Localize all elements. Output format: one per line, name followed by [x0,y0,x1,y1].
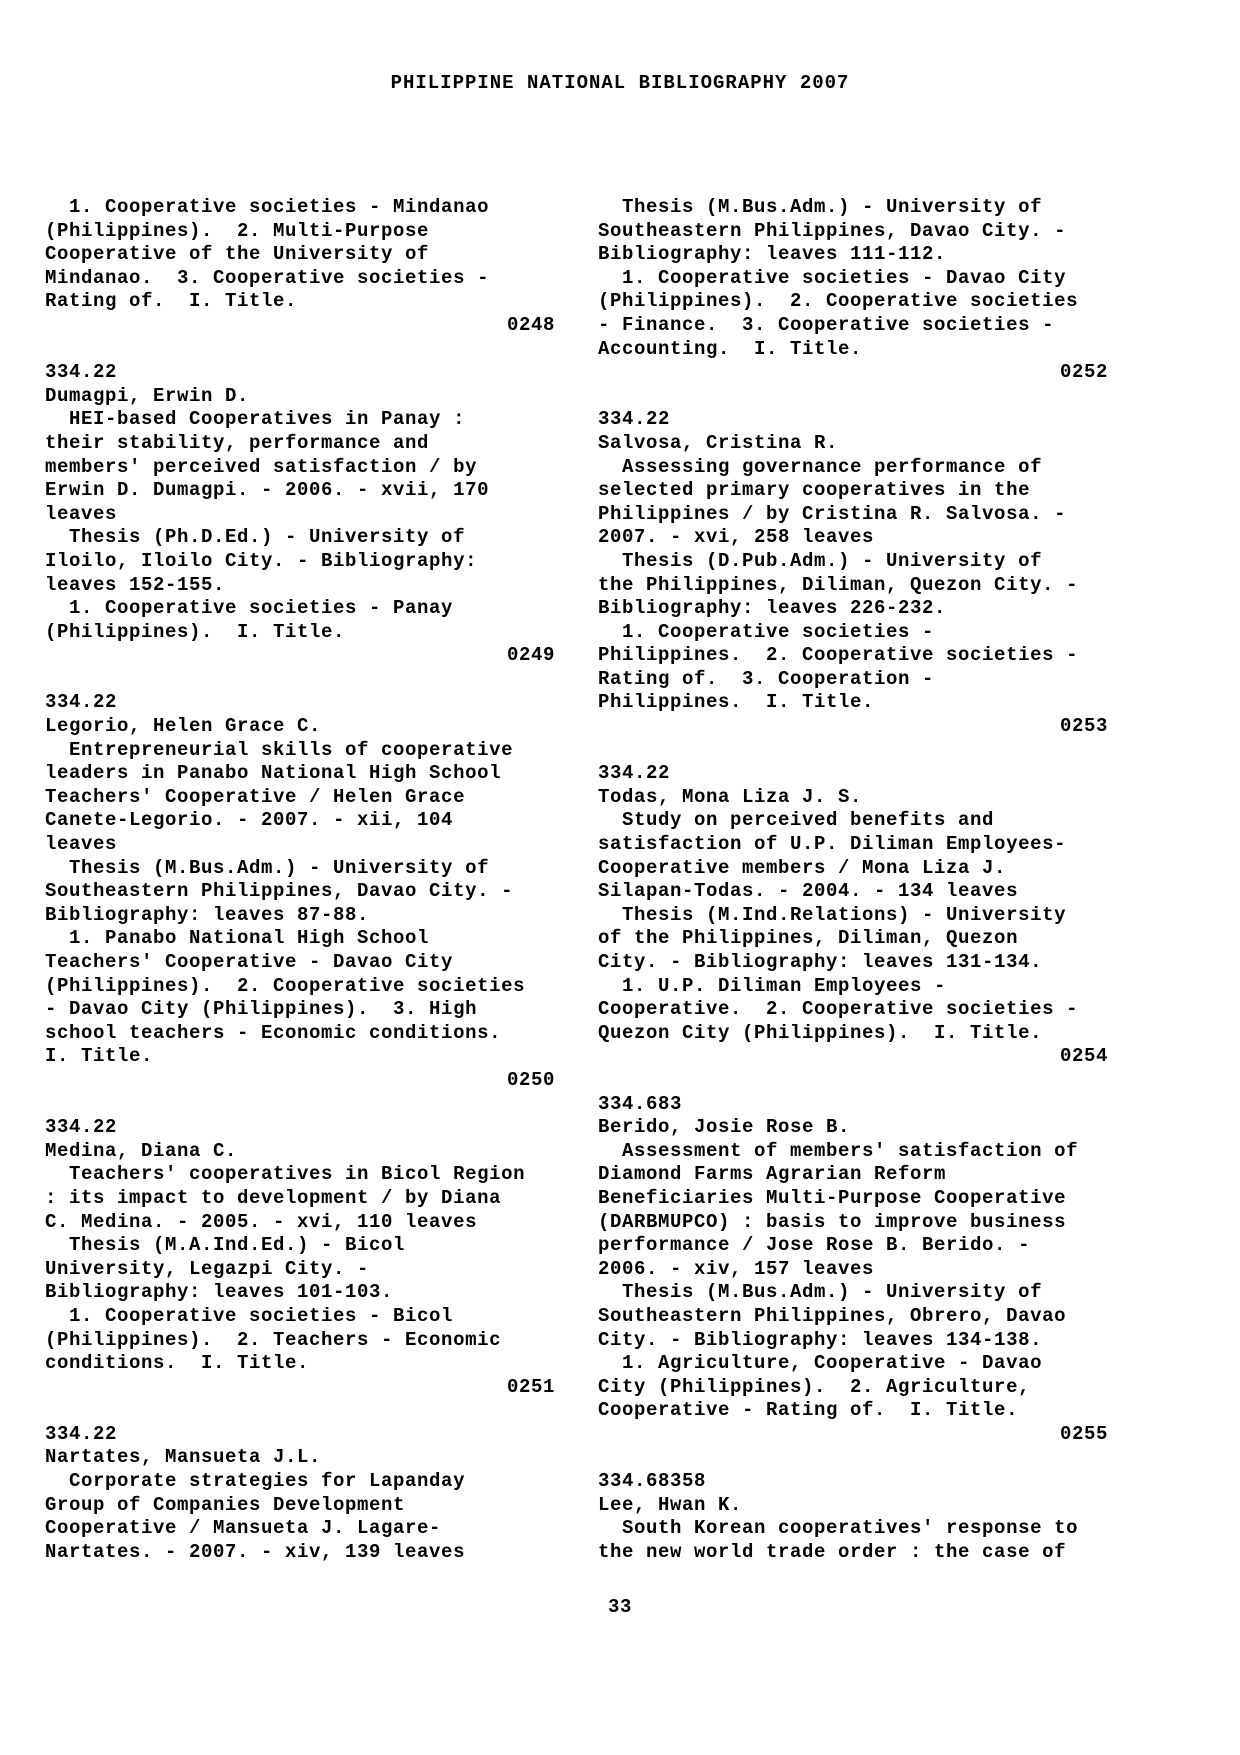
entry-line: Berido, Josie Rose B. [598,1116,851,1139]
right-column [598,196,1108,1564]
entry-line: members' perceived satisfaction / by [45,455,478,478]
entry-line: Silapan-Todas. - 2004. - 134 leaves [598,880,1019,903]
bibliography-entry [598,196,1108,408]
entry-line: Thesis (Ph.D.Ed.) - University of [45,526,466,549]
entry-number: 0249 [506,644,555,667]
entry-line: Iloilo, Iloilo City. - Bibliography: [45,549,478,572]
entry-line: Todas, Mona Liza J. S. [598,785,863,808]
entry-line: 334.22 [45,361,118,384]
entry-number: 0250 [506,1068,555,1091]
entry-line: 334.22 [45,1116,118,1139]
left-column [45,196,555,1564]
entry-line: Cooperative. 2. Cooperative societies - [598,998,1079,1021]
entry-line: Bibliography: leaves 101-103. [45,1281,394,1304]
entry-line: Thesis (M.Bus.Adm.) - University of [598,1281,1043,1304]
entry-line: Cooperative - Rating of. I. Title. [598,1399,1019,1422]
entry-line: Dumagpi, Erwin D. [45,384,250,407]
entry-line: the new world trade order : the case of [598,1540,1067,1563]
entry-line: 2007. - xvi, 258 leaves [598,526,875,549]
entry-line: Rating of. 3. Cooperation - [598,667,935,690]
entry-line: of the Philippines, Diliman, Quezon [598,927,1019,950]
entry-line: 1. Cooperative societies - Davao City [598,266,1067,289]
entry-line: Cooperative / Mansueta J. Lagare- [45,1517,442,1540]
entry-line: (Philippines). I. Title. [45,620,346,643]
entry-line: Philippines. I. Title. [598,691,875,714]
entry-line: Entrepreneurial skills of cooperative [45,738,514,761]
entry-line: Thesis (M.Bus.Adm.) - University of [598,196,1043,218]
entry-line: 1. U.P. Diliman Employees - [598,974,947,997]
bibliography-entry [598,762,1108,1092]
entry-line: - Davao City (Philippines). 3. High [45,998,478,1021]
bibliography-entry [45,691,555,1116]
entry-line: Lee, Hwan K. [598,1493,743,1516]
entry-line: conditions. I. Title. [45,1352,310,1375]
entry-line: Assessment of members' satisfaction of [598,1139,1079,1162]
entry-line: Teachers' cooperatives in Bicol Region [45,1163,526,1186]
entry-line: Cooperative members / Mona Liza J. [598,856,1007,879]
entry-line: Corporate strategies for Lapanday [45,1470,466,1493]
entry-line: Thesis (D.Pub.Adm.) - University of [598,549,1043,572]
entry-line: C. Medina. - 2005. - xvi, 110 leaves [45,1210,478,1233]
entry-line: their stability, performance and [45,431,430,454]
entry-line: 1. Cooperative societies - [598,620,935,643]
entry-line: Philippines. 2. Cooperative societies - [598,644,1079,667]
entry-line: leaves [45,833,118,856]
entry-line: (Philippines). 2. Cooperative societies [598,290,1079,313]
entry-line: 1. Cooperative societies - Panay [45,597,454,620]
entry-line: Legorio, Helen Grace C. [45,715,322,738]
entry-line: Assessing governance performance of [598,455,1043,478]
entry-number: 0255 [1059,1422,1108,1445]
entry-line: Teachers' Cooperative - Davao City [45,951,454,973]
entry-line: 334.22 [598,762,671,785]
page-header: PHILIPPINE NATIONAL BIBLIOGRAPHY 2007 [390,72,850,94]
entry-line: 334.683 [598,1092,683,1115]
entry-line: City. - Bibliography: leaves 131-134. [598,951,1043,973]
entry-line: Teachers' Cooperative / Helen Grace [45,785,466,808]
page-number: 33 [607,1596,632,1618]
entry-line: Diamond Farms Agrarian Reform [598,1163,947,1186]
entry-line: (Philippines). 2. Teachers - Economic [45,1328,502,1351]
entry-line: satisfaction of U.P. Diliman Employees- [598,833,1067,856]
entry-line: leaves 152-155. [45,573,226,596]
entry-line: Bibliography: leaves 87-88. [45,903,370,926]
entry-line: Thesis (M.A.Ind.Ed.) - Bicol [45,1234,406,1257]
entry-line: school teachers - Economic conditions. [45,1021,502,1044]
entry-line: Erwin D. Dumagpi. - 2006. - xvii, 170 [45,479,490,502]
entry-line: Study on perceived benefits and [598,809,995,832]
entry-line: Thesis (M.Ind.Relations) - University [598,903,1067,926]
entry-line: : its impact to development / by Diana [45,1186,502,1209]
entry-line: Nartates. - 2007. - xiv, 139 leaves [45,1540,466,1563]
entry-line: 2006. - xiv, 157 leaves [598,1257,875,1280]
entry-line: the Philippines, Diliman, Quezon City. - [598,573,1079,596]
entry-line: 334.22 [45,1422,118,1445]
entry-line: (DARBMUPCO) : basis to improve business [598,1210,1067,1233]
entry-line: Cooperative of the University of [45,243,430,266]
bibliography-entry [45,361,555,691]
entry-line: Rating of. I. Title. [45,290,298,313]
entry-line: leaves [45,502,118,525]
entry-line: South Korean cooperatives' response to [598,1517,1079,1540]
bibliography-entry [45,1423,555,1565]
entry-number: 0251 [506,1375,555,1398]
entry-line: HEI-based Cooperatives in Panay : [45,408,466,431]
entry-line: performance / Jose Rose B. Berido. - [598,1234,1031,1257]
entry-line: (Philippines). 2. Multi-Purpose [45,219,430,242]
entry-line: Southeastern Philippines, Davao City. - [598,219,1067,242]
entry-line: 334.22 [45,691,118,714]
bibliography-entry [598,1470,1108,1564]
entry-number: 0254 [1059,1045,1108,1068]
bibliography-entry [45,1116,555,1423]
entry-line: Thesis (M.Bus.Adm.) - University of [45,856,490,879]
entry-line: Quezon City (Philippines). I. Title. [598,1021,1043,1044]
entry-line: I. Title. [45,1045,154,1068]
entry-line: Beneficiaries Multi-Purpose Cooperative [598,1186,1067,1209]
entry-line: Southeastern Philippines, Davao City. - [45,880,514,903]
entry-line: selected primary cooperatives in the [598,479,1031,502]
entry-line: Canete-Legorio. - 2007. - xii, 104 [45,809,454,832]
entry-line: Salvosa, Cristina R. [598,431,839,454]
entry-line: 1. Cooperative societies - Mindanao [45,196,490,218]
entry-line: Group of Companies Development [45,1493,406,1516]
entry-line: Bibliography: leaves 226-232. [598,597,947,620]
entry-line: Nartates, Mansueta J.L. [45,1446,322,1469]
bibliography-entry [598,408,1108,762]
entry-line: leaders in Panabo National High School [45,762,502,785]
entry-line: - Finance. 3. Cooperative societies - [598,313,1055,336]
entry-line: 1. Panabo National High School [45,927,430,950]
entry-line: Philippines / by Cristina R. Salvosa. - [598,502,1067,525]
entry-line: 1. Cooperative societies - Bicol [45,1304,454,1327]
entry-line: City (Philippines). 2. Agriculture, [598,1375,1031,1398]
entry-line: Accounting. I. Title. [598,337,863,360]
entry-line: Southeastern Philippines, Obrero, Davao [598,1304,1067,1327]
entry-number: 0252 [1059,361,1108,384]
entry-line: University, Legazpi City. - [45,1257,370,1280]
entry-line: 334.68358 [598,1470,707,1493]
entry-line: Mindanao. 3. Cooperative societies - [45,266,490,289]
entry-line: 334.22 [598,408,671,431]
entry-line: (Philippines). 2. Cooperative societies [45,974,526,997]
entry-line: 1. Agriculture, Cooperative - Davao [598,1352,1043,1375]
bibliography-entry [598,1093,1108,1471]
entry-line: Bibliography: leaves 111-112. [598,243,947,266]
entry-number: 0248 [506,313,555,336]
bibliography-entry [45,196,555,361]
entry-number: 0253 [1059,715,1108,738]
entry-line: City. - Bibliography: leaves 134-138. [598,1328,1043,1351]
entry-line: Medina, Diana C. [45,1139,238,1162]
